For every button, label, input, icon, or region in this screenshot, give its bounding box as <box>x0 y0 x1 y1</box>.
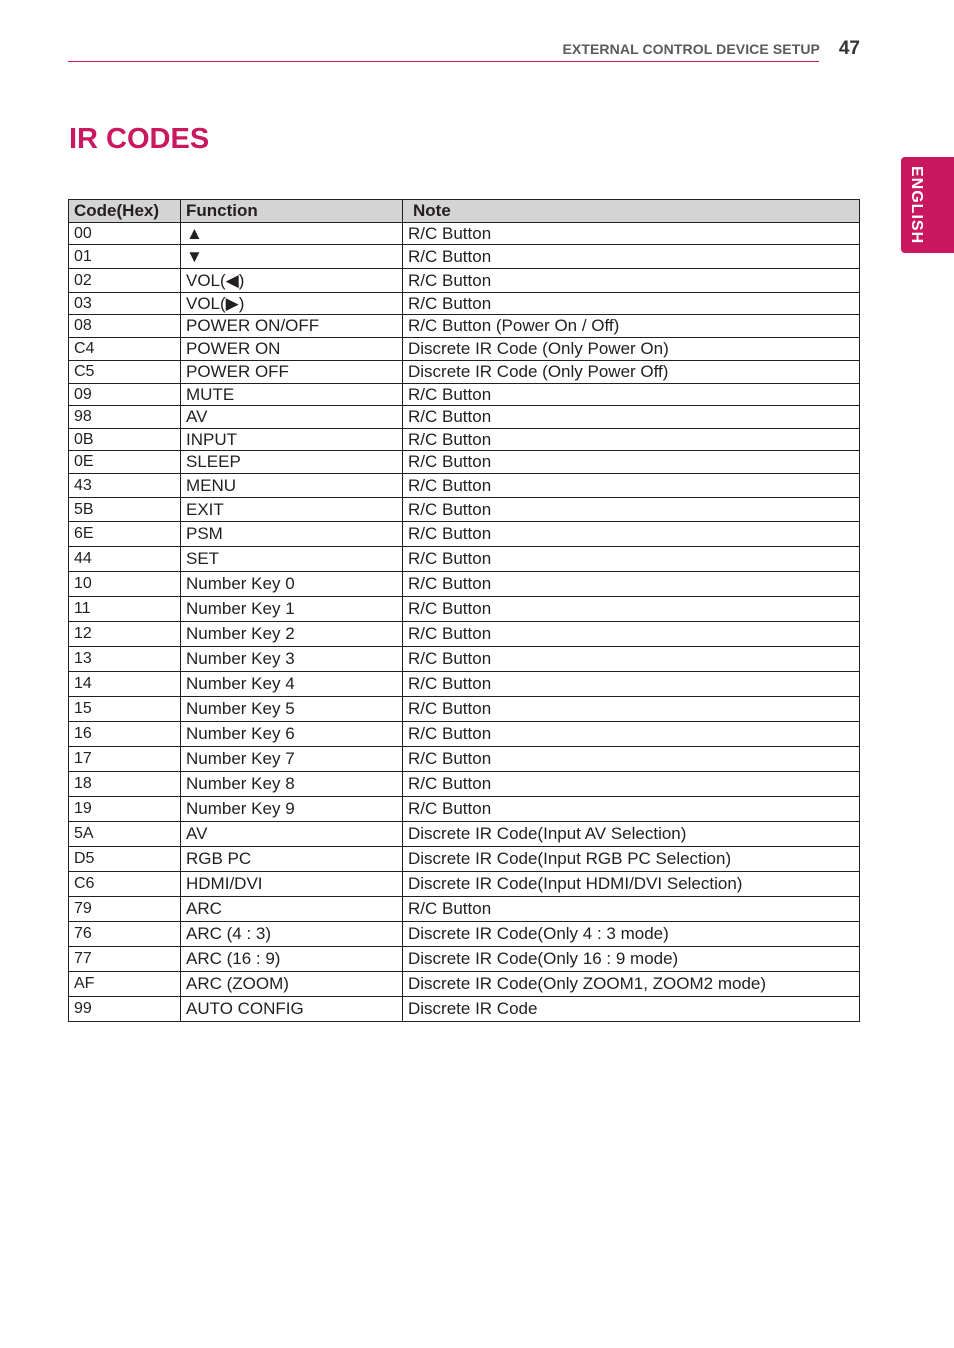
table-row <box>69 572 860 597</box>
code-cell: 02 <box>69 269 181 293</box>
function-cell: Number Key 4 <box>181 672 403 697</box>
code-cell: 5A <box>69 822 181 847</box>
table-row <box>69 451 860 474</box>
note-cell: R/C Button <box>403 622 860 647</box>
note-cell: R/C Button <box>403 672 860 697</box>
note-cell: Discrete IR Code (Only Power On) <box>403 338 860 361</box>
note-cell: R/C Button <box>403 647 860 672</box>
column-header-note: Note <box>403 200 860 223</box>
note-cell: Discrete IR Code(Input RGB PC Selection) <box>403 847 860 872</box>
function-cell: EXIT <box>181 498 403 522</box>
note-cell: R/C Button <box>403 697 860 722</box>
note-cell: R/C Button <box>403 572 860 597</box>
note-cell: R/C Button <box>403 245 860 269</box>
code-cell: 11 <box>69 597 181 622</box>
function-cell: Number Key 1 <box>181 597 403 622</box>
table-row <box>69 245 860 269</box>
note-cell: R/C Button <box>403 406 860 429</box>
code-cell: 09 <box>69 384 181 406</box>
code-cell: 03 <box>69 293 181 315</box>
function-cell: POWER OFF <box>181 361 403 384</box>
note-cell: Discrete IR Code <box>403 997 860 1022</box>
note-cell: Discrete IR Code (Only Power Off) <box>403 361 860 384</box>
note-cell: R/C Button <box>403 451 860 474</box>
table-row <box>69 897 860 922</box>
code-cell: 5B <box>69 498 181 522</box>
function-cell: POWER ON <box>181 338 403 361</box>
table-row <box>69 223 860 245</box>
function-cell: Number Key 0 <box>181 572 403 597</box>
column-header-function: Function <box>181 200 403 223</box>
function-cell: POWER ON/OFF <box>181 315 403 338</box>
code-cell: 76 <box>69 922 181 947</box>
header-divider <box>68 61 819 62</box>
table-row <box>69 672 860 697</box>
function-cell: VOL(▶) <box>181 293 403 315</box>
table-row <box>69 622 860 647</box>
code-cell: 10 <box>69 572 181 597</box>
page-number: 47 <box>838 38 860 59</box>
function-cell: HDMI/DVI <box>181 872 403 897</box>
code-cell: 77 <box>69 947 181 972</box>
note-cell: R/C Button <box>403 384 860 406</box>
table-row <box>69 293 860 315</box>
note-cell: R/C Button <box>403 474 860 498</box>
function-cell: SLEEP <box>181 451 403 474</box>
code-cell: 44 <box>69 547 181 572</box>
code-cell: 98 <box>69 406 181 429</box>
note-cell: R/C Button <box>403 722 860 747</box>
code-cell: 14 <box>69 672 181 697</box>
code-cell: 17 <box>69 747 181 772</box>
table-row <box>69 429 860 451</box>
note-cell: Discrete IR Code(Input AV Selection) <box>403 822 860 847</box>
code-cell: 18 <box>69 772 181 797</box>
function-cell: INPUT <box>181 429 403 451</box>
note-cell: R/C Button <box>403 772 860 797</box>
code-cell: 08 <box>69 315 181 338</box>
function-cell: PSM <box>181 522 403 547</box>
language-tab <box>901 157 954 253</box>
table-row <box>69 972 860 997</box>
note-cell: R/C Button <box>403 597 860 622</box>
function-cell: ARC (ZOOM) <box>181 972 403 997</box>
note-cell: Discrete IR Code(Only 16 : 9 mode) <box>403 947 860 972</box>
note-cell: R/C Button <box>403 293 860 315</box>
note-cell: R/C Button <box>403 547 860 572</box>
function-cell: Number Key 9 <box>181 797 403 822</box>
function-cell: Number Key 2 <box>181 622 403 647</box>
note-cell: Discrete IR Code(Only ZOOM1, ZOOM2 mode) <box>403 972 860 997</box>
note-cell: R/C Button <box>403 897 860 922</box>
code-cell: 13 <box>69 647 181 672</box>
function-cell: MUTE <box>181 384 403 406</box>
table-row <box>69 747 860 772</box>
table-row <box>69 547 860 572</box>
function-cell: Number Key 8 <box>181 772 403 797</box>
code-cell: 79 <box>69 897 181 922</box>
code-cell: 16 <box>69 722 181 747</box>
function-cell: Number Key 7 <box>181 747 403 772</box>
table-row <box>69 822 860 847</box>
table-row <box>69 406 860 429</box>
function-cell: RGB PC <box>181 847 403 872</box>
table-row <box>69 947 860 972</box>
ir-codes-table <box>68 199 860 1022</box>
code-cell: C4 <box>69 338 181 361</box>
table-row <box>69 997 860 1022</box>
function-cell: Number Key 6 <box>181 722 403 747</box>
function-cell: MENU <box>181 474 403 498</box>
table-row <box>69 597 860 622</box>
table-row <box>69 269 860 293</box>
code-cell: 99 <box>69 997 181 1022</box>
note-cell: Discrete IR Code(Input HDMI/DVI Selection) <box>403 872 860 897</box>
table-body <box>69 223 860 1022</box>
code-cell: D5 <box>69 847 181 872</box>
code-cell: 6E <box>69 522 181 547</box>
table-row <box>69 922 860 947</box>
code-cell: 0E <box>69 451 181 474</box>
page-title: IR CODES <box>69 123 210 155</box>
table-row <box>69 722 860 747</box>
code-cell: 12 <box>69 622 181 647</box>
running-header: EXTERNAL CONTROL DEVICE SETUP <box>562 41 820 57</box>
code-cell: AF <box>69 972 181 997</box>
note-cell: R/C Button <box>403 269 860 293</box>
function-cell: ARC (16 : 9) <box>181 947 403 972</box>
code-cell: 19 <box>69 797 181 822</box>
function-cell: ARC (4 : 3) <box>181 922 403 947</box>
code-cell: 43 <box>69 474 181 498</box>
function-cell: ARC <box>181 897 403 922</box>
code-cell: 15 <box>69 697 181 722</box>
function-cell: ▲ <box>181 223 403 245</box>
table-row <box>69 498 860 522</box>
function-cell: AV <box>181 822 403 847</box>
table-row <box>69 361 860 384</box>
code-cell: C6 <box>69 872 181 897</box>
table-row <box>69 797 860 822</box>
function-cell: VOL(◀) <box>181 269 403 293</box>
note-cell: R/C Button (Power On / Off) <box>403 315 860 338</box>
note-cell: R/C Button <box>403 522 860 547</box>
code-cell: 01 <box>69 245 181 269</box>
table-row <box>69 647 860 672</box>
note-cell: R/C Button <box>403 498 860 522</box>
table-row <box>69 474 860 498</box>
function-cell: ▼ <box>181 245 403 269</box>
table-row <box>69 315 860 338</box>
table-row <box>69 872 860 897</box>
table-row <box>69 522 860 547</box>
function-cell: Number Key 3 <box>181 647 403 672</box>
function-cell: Number Key 5 <box>181 697 403 722</box>
table-header-row <box>69 200 860 223</box>
code-cell: 00 <box>69 223 181 245</box>
code-cell: C5 <box>69 361 181 384</box>
table-row <box>69 384 860 406</box>
note-cell: R/C Button <box>403 429 860 451</box>
table-row <box>69 772 860 797</box>
language-tab-label: ENGLISH <box>908 165 925 245</box>
note-cell: R/C Button <box>403 223 860 245</box>
table-row <box>69 338 860 361</box>
table-row <box>69 847 860 872</box>
function-cell: SET <box>181 547 403 572</box>
note-cell: R/C Button <box>403 797 860 822</box>
note-cell: R/C Button <box>403 747 860 772</box>
note-cell: Discrete IR Code(Only 4 : 3 mode) <box>403 922 860 947</box>
function-cell: AUTO CONFIG <box>181 997 403 1022</box>
code-cell: 0B <box>69 429 181 451</box>
column-header-code: Code(Hex) <box>69 200 181 223</box>
table-row <box>69 697 860 722</box>
function-cell: AV <box>181 406 403 429</box>
